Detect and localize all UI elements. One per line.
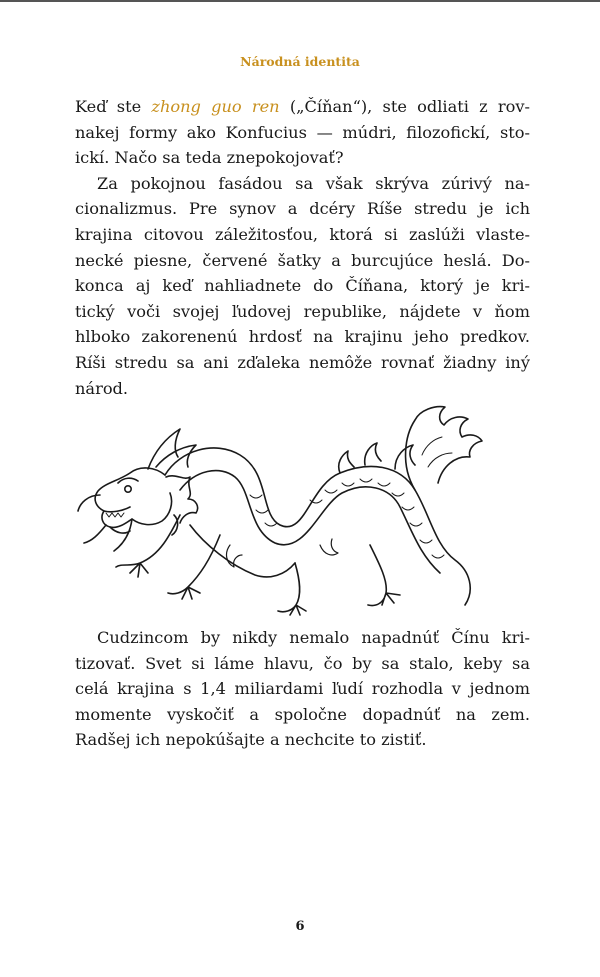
paragraph-2-line: konca aj keď nahliadnete do Číňana, ktorý je kri-: [75, 276, 530, 296]
pinyin-term: zhong guo ren: [151, 97, 280, 116]
dragon-hind-leg-left: [278, 563, 306, 615]
dragon-teeth: [106, 513, 124, 517]
p1-line1-start: Keď ste: [75, 97, 152, 116]
chinese-dragon-icon: [70, 395, 530, 620]
paragraph-2-line: Za pokojnou fasádou sa však skrýva zúrivý na-: [97, 173, 530, 193]
dragon-tail-flame: [406, 407, 482, 490]
paragraph-1: [75, 94, 530, 171]
text-block-top: [75, 94, 530, 401]
dragon-brow: [118, 478, 138, 483]
paragraph-3-line: celá krajina s 1,4 miliardami ľudí rozhodla v jednom: [75, 679, 530, 699]
dragon-tail-flame-detail: [422, 437, 452, 467]
dragon-hind-leg-right: [368, 545, 400, 606]
paragraph-2-line: necké piesne, červené šatky a burcujúce heslá. Do-: [75, 250, 530, 270]
dragon-jaw: [104, 507, 130, 533]
paragraph-1-line-3: ickí. Načo sa teda znepokojovať?: [75, 148, 344, 168]
paragraph-1-line-2: nakej formy ako Konfucius — múdri, filozofickí, sto-: [75, 122, 530, 142]
dragon-head: [95, 468, 171, 527]
dragon-leg-flames: [227, 539, 338, 567]
p1-line1-end: („Číňan“), ste odliati z rov-: [279, 97, 530, 116]
text-block-bottom: [75, 625, 530, 753]
paragraph-2-line: cionalizmus. Pre synov a dcéry Ríše stredu je ich: [75, 199, 530, 219]
paragraph-2-line: národ.: [75, 378, 129, 398]
running-head: Národná identita: [240, 54, 360, 69]
dragon-horns: [148, 429, 196, 469]
paragraph-3: [75, 625, 530, 753]
dragon-eye: [125, 486, 131, 492]
dragon-front-leg-right: [168, 535, 220, 599]
page-number: 6: [295, 919, 305, 934]
paragraph-2-line: krajina citovou záležitosťou, ktorá si zaslúži vlaste-: [75, 224, 530, 244]
paragraph-2-line: Ríši stredu sa ani zďaleka nemôže rovnať žiadny iný: [75, 352, 530, 372]
paragraph-3-line: momente vyskočiť a spoločne dopadnúť na zem.: [75, 704, 530, 724]
dragon-belly: [190, 525, 295, 577]
dragon-body-inner: [180, 471, 440, 573]
paragraph-2: [75, 171, 530, 401]
dragon-illustration: [70, 395, 530, 620]
dragon-dorsal-flames: [339, 443, 415, 473]
dragon-whiskers: [78, 495, 132, 551]
paragraph-2-line: tický voči svojej ľudovej republike, nájdete v ňom: [75, 301, 530, 321]
paragraph-3-line: Cudzincom by nikdy nemalo napadnúť Čínu kri-: [97, 628, 530, 647]
paragraph-1-line-1: [75, 94, 530, 120]
paragraph-3-line: Radšej ich nepokúšajte a nechcite to zistiť.: [75, 730, 427, 750]
top-rule: [0, 0, 600, 2]
paragraph-3-line: tizovať. Svet si láme hlavu, čo by sa stalo, keby sa: [75, 653, 530, 673]
paragraph-2-line: hlboko zakorenenú hrdosť na krajinu jeho predkov.: [75, 327, 530, 347]
